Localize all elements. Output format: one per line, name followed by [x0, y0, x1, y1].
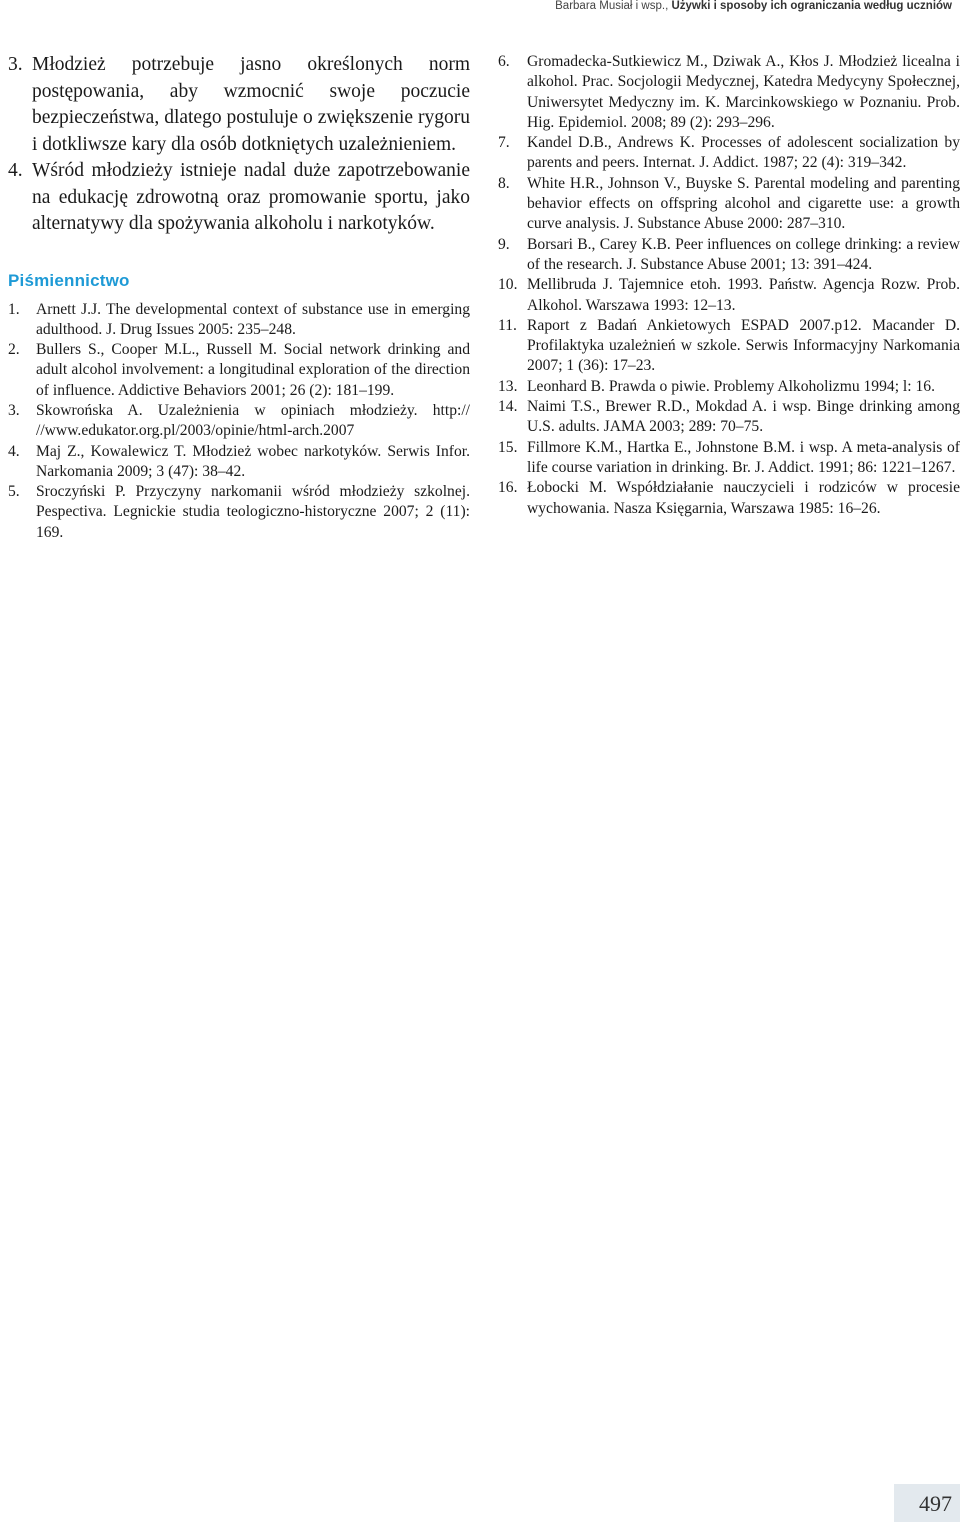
- reference-text: White H.R., Johnson V., Buyske S. Parental modeling and parenting behavior effects on offspring alcohol and cigarette use: a growth curve analysis. J. Substance Abuse 2000: 287–310.: [527, 174, 960, 233]
- reference-number: 8.: [498, 174, 510, 192]
- reference-number: 4.: [8, 442, 20, 460]
- reference-item: [8, 300, 470, 341]
- reference-number: 15.: [498, 438, 518, 456]
- reference-item: [498, 235, 960, 276]
- reference-number: 2.: [8, 341, 20, 359]
- reference-item: [498, 174, 960, 235]
- reference-number: 14.: [498, 398, 518, 416]
- reference-text: Arnett J.J. The developmental context of substance use in emerging adulthood. J. Drug Issues 2005: 235–248.: [36, 300, 470, 338]
- reference-number: 3.: [8, 401, 20, 419]
- point-text: Młodzież potrzebuje jasno określonych norm postępowania, aby wzmocnić swoje poczucie bezpieczeństwa, dlatego postuluje o zwiększenie rygoru i dotkliwsze kary dla osób dotkniętych uzależnieniem.: [32, 54, 470, 155]
- point-text: Wśród młodzieży istnieje nadal duże zapotrzebowanie na edukację zdrowotną oraz promowanie sportu, jako alternatywy dla spożywania alkoholu i narkotyków.: [32, 160, 470, 234]
- reference-number: 10.: [498, 276, 518, 294]
- reference-text: Bullers S., Cooper M.L., Russell M. Social network drinking and adult alcohol involvement: a longitudinal exploration of the direction of influence. Addictive Behaviors 2001; 26 (2): 181–199.: [36, 341, 470, 399]
- reference-item: [8, 340, 470, 401]
- reference-item: [8, 482, 470, 543]
- reference-item: [8, 442, 470, 483]
- reference-item: [498, 377, 960, 397]
- reference-number: 16.: [498, 479, 518, 497]
- right-column: [498, 52, 960, 519]
- reference-number: 13.: [498, 377, 518, 395]
- reference-text: Maj Z., Kowalewicz T. Młodzież wobec narkotyków. Serwis Infor. Narkomania 2009; 3 (47): 38–42.: [36, 442, 470, 480]
- reference-number: 11.: [498, 316, 517, 334]
- reference-item: [8, 401, 470, 442]
- references-heading: Piśmiennictwo: [8, 270, 130, 290]
- header-authors: Barbara Musiał i wsp.,: [555, 0, 669, 12]
- reference-number: 7.: [498, 134, 510, 152]
- reference-number: 5.: [8, 483, 20, 501]
- references-list-right: [498, 52, 960, 519]
- reference-number: 9.: [498, 235, 510, 253]
- reference-text: Mellibruda J. Tajemnice etoh. 1993. Państw. Agencja Rozw. Prob. Alkohol. Warszawa 1993: 12–13.: [527, 276, 960, 314]
- left-column: [8, 52, 470, 543]
- reference-number: 1.: [8, 300, 20, 318]
- reference-text: Łobocki M. Współdziałanie nauczycieli i rodziców w procesie wychowania. Nasza Księgarnia, Warszawa 1985: 16–26.: [527, 479, 960, 517]
- reference-text: Sroczyński P. Przyczyny narkomanii wśród młodzieży szkolnej. Pespectiva. Legnickie studia teologiczno-historyczne 2007; 2 (11): 169.: [36, 483, 470, 541]
- reference-text: Borsari B., Carey K.B. Peer influences on college drinking: a review of the research. J. Substance Abuse 2001; 13: 391–424.: [527, 235, 960, 273]
- reference-item: [498, 397, 960, 438]
- reference-text: Skowrońska A. Uzależnienia w opiniach młodzieży. http:// //www.edukator.org.pl/2003/opinie/html-arch.2007: [36, 401, 470, 440]
- reference-text: Fillmore K.M., Hartka E., Johnstone B.M. i wsp. A meta-analysis of life course variation in drinking. Br. J. Addict. 1991; 86: 1221–1267.: [527, 438, 960, 476]
- reference-text: Naimi T.S., Brewer R.D., Mokdad A. i wsp. Binge drinking among U.S. adults. JAMA 2003; 289: 70–75.: [527, 398, 960, 436]
- reference-text: Kandel D.B., Andrews K. Processes of adolescent socialization by parents and peers. Internat. J. Addict. 1987; 22 (4): 319–342.: [527, 134, 960, 172]
- reference-item: [498, 316, 960, 377]
- conclusion-points: [8, 52, 470, 238]
- reference-text: Leonhard B. Prawda o piwie. Problemy Alkoholizmu 1994; l: 16.: [527, 377, 935, 395]
- reference-item: [498, 438, 960, 479]
- page-number: 497: [919, 1491, 952, 1516]
- reference-text: Raport z Badań Ankietowych ESPAD 2007.p12. Macander D. Profilaktyka uzależnień w szkole. Serwis Informacyjny Narkomania 2007; 1 (36): 17–23.: [527, 316, 960, 375]
- reference-item: [498, 52, 960, 133]
- reference-item: [498, 478, 960, 519]
- page-number-badge: [894, 1484, 960, 1522]
- conclusion-point: [8, 158, 470, 238]
- reference-item: [498, 133, 960, 174]
- reference-item: [498, 275, 960, 316]
- references-list-left: [8, 300, 470, 544]
- header-title: Używki i sposoby ich ograniczania według uczniów: [671, 0, 952, 12]
- reference-number: 6.: [498, 53, 510, 70]
- reference-text: Gromadecka-Sutkiewicz M., Dziwak A., Kłos J. Młodzież licealna i alkohol. Prac. Socjologii Medycznej, Katedra Medycyny Społecznej, Uniwersytet Medyczny im. K. Marcinkowskiego w Poznaniu. Prob. Hig. Epidemiol. 2008; 89 (2): 293–296.: [527, 53, 960, 131]
- conclusion-point: [8, 52, 470, 158]
- point-number: 3.: [8, 54, 23, 75]
- running-header: [0, 0, 960, 16]
- point-number: 4.: [8, 160, 23, 181]
